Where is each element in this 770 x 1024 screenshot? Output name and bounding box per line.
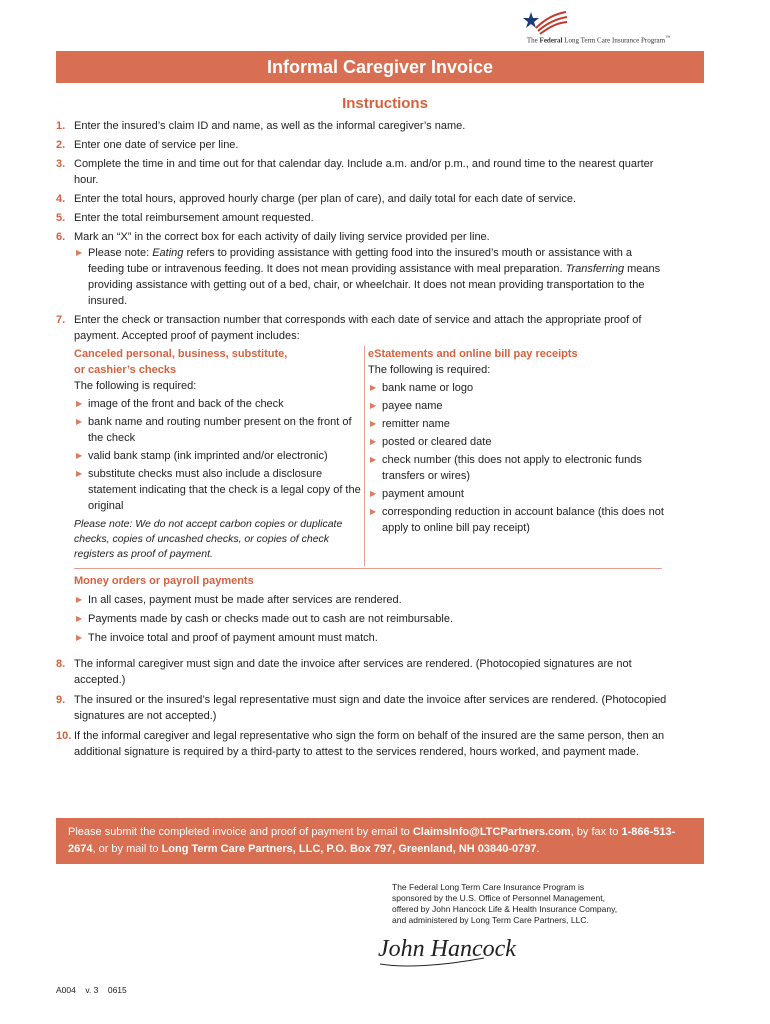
list-item: 6. Mark an “X” in the correct box for each activity of daily living service provided per line. ▶ Please note: Eating refers to providing assistance with getting food into the insured’s mouth or assistance with a feeding tube or intravenous feeding. It does not mean providing assistance with meal preparation. Transferring means providing assistance with getting out of a bed, chair, or wheelchair. It does not mean providing transportation to the insured. [56,229,671,309]
triangle-bullet-icon: ▶ [370,419,377,428]
list-item: ▶ remitter name [370,418,450,430]
triangle-bullet-icon: ▶ [76,595,83,604]
list-item: 4. Enter the total hours, approved hourly charge (per plan of care), and daily total for each date of service. [56,193,577,205]
list-item: 7. Enter the check or transaction number that corresponds with each date of service and attach the appropriate proof of payment. Accepted proof of payment includes: [56,314,642,342]
list-item: 2. Enter one date of service per line. [56,139,239,151]
list-item: ▶ posted or cleared date [370,436,492,448]
list-item: ▶ payee name [370,400,443,412]
list-item: ▶ Payments made by cash or checks made out to cash are not reimbursable. [76,613,454,625]
program-name: The Federal Long Term Care Insurance Program™ [526,36,670,45]
checks-column [74,346,364,562]
form-code: A004 v. 3 0615 [56,985,127,995]
flag-star-icon [522,6,568,34]
triangle-bullet-icon: ▶ [370,437,377,446]
list-item: ▶ image of the front and back of the check [76,398,284,410]
john-hancock-signature-logo [372,926,516,977]
instructions-list [56,118,671,347]
list-item: ▶ corresponding reduction in account balance (this does not apply to online bill pay receipt) [370,506,664,534]
instructions-list-continued [56,656,671,764]
triangle-bullet-icon: ▶ [76,417,83,426]
list-item: ▶ bank name and routing number present on the front of the check [76,416,352,444]
list-item: 5. Enter the total reimbursement amount requested. [56,212,314,224]
triangle-bullet-icon: ▶ [370,507,377,516]
triangle-bullet-icon: ▶ [76,399,83,408]
list-item: ▶ substitute checks must also include a disclosure statement indicating that the check is a legal copy of the original [76,468,361,512]
svg-text:John Hancock: John Hancock [378,936,516,962]
triangle-bullet-icon: ▶ [370,489,377,498]
sponsor-statement: The Federal Long Term Care Insurance Program is sponsored by the U.S. Office of Personnel Management, offered by John Hancock Life & Health Insurance Company, and administered by Long Term Care Partners, LLC. [392,882,618,925]
email-link[interactable]: ClaimsInfo@LTCPartners.com [412,826,571,838]
column-divider [364,346,365,566]
triangle-bullet-icon: ▶ [76,248,83,257]
list-item: ▶ The invoice total and proof of payment amount must match. [76,632,378,644]
triangle-bullet-icon: ▶ [370,455,377,464]
list-item: ▶ bank name or logo [370,382,474,394]
list-item: ▶ check number (this does not apply to electronic funds transfers or wires) [370,454,642,482]
estatements-required-label: The following is required: [368,364,491,376]
submission-info: Please submit the completed invoice and proof of payment by email to ClaimsInfo@LTCPartners.com, by fax to 1-866-513-2674, or by mail to Long Term Care Partners, LLC, P.O. Box 797, Greenland, NH 03840-0797. [56,818,704,864]
list-item: ▶ payment amount [370,488,464,500]
instructions-heading: Instructions [342,95,428,112]
triangle-bullet-icon: ▶ [76,451,83,460]
checks-heading: Canceled personal, business, substitute, or cashier’s checks [74,348,288,376]
triangle-bullet-icon: ▶ [370,401,377,410]
program-logo [470,6,670,45]
section-divider [74,568,662,569]
triangle-bullet-icon: ▶ [76,614,83,623]
money-orders-heading: Money orders or payroll payments [74,575,254,587]
list-item: 9. The insured or the insured’s legal representative must sign and date the invoice after services are rendered. (Photocopied signatures are not accepted.) [56,694,667,722]
triangle-bullet-icon: ▶ [76,469,83,478]
list-item: 10. If the informal caregiver and legal representative who sign the form on behalf of the insured are the same person, then an additional signature is required by a third-party to attest to the services rendered, hours worked, and payment made. [56,730,665,758]
list-item: 8. The informal caregiver must sign and date the invoice after services are rendered. (Photocopied signatures are not accepted.) [56,658,632,686]
estatements-column [368,346,664,536]
fax-number: 1-866-513-2674 [68,826,676,855]
estatements-heading: eStatements and online bill pay receipts [368,348,578,360]
adl-note: ▶ Please note: Eating refers to providing assistance with getting food into the insured’s mouth or assistance with a feeding tube or intravenous feeding. It does not mean providing assistance with meal preparation. Transferring means providing assistance with getting out of a bed, chair, or wheelchair. It does not mean providing transportation to the insured. [76,247,661,307]
triangle-bullet-icon: ▶ [370,383,377,392]
page-title: Informal Caregiver Invoice [56,51,704,83]
list-item: ▶ valid bank stamp (ink imprinted and/or electronic) [76,450,328,462]
triangle-bullet-icon: ▶ [76,633,83,642]
checks-note: Please note: We do not accept carbon copies or duplicate checks, copies of uncashed checks, or copies of check registers as proof of payment. [74,518,343,560]
mail-address: Long Term Care Partners, LLC, P.O. Box 797, Greenland, NH 03840-0797 [161,843,537,855]
list-item: 3. Complete the time in and time out for that calendar day. Include a.m. and/or p.m., and round time to the nearest quarter hour. [56,158,654,186]
money-orders-section [74,573,664,646]
list-item: 1. Enter the insured’s claim ID and name, as well as the informal caregiver’s name. [56,120,466,132]
checks-required-label: The following is required: [74,380,197,392]
list-item: ▶ In all cases, payment must be made after services are rendered. [76,594,402,606]
